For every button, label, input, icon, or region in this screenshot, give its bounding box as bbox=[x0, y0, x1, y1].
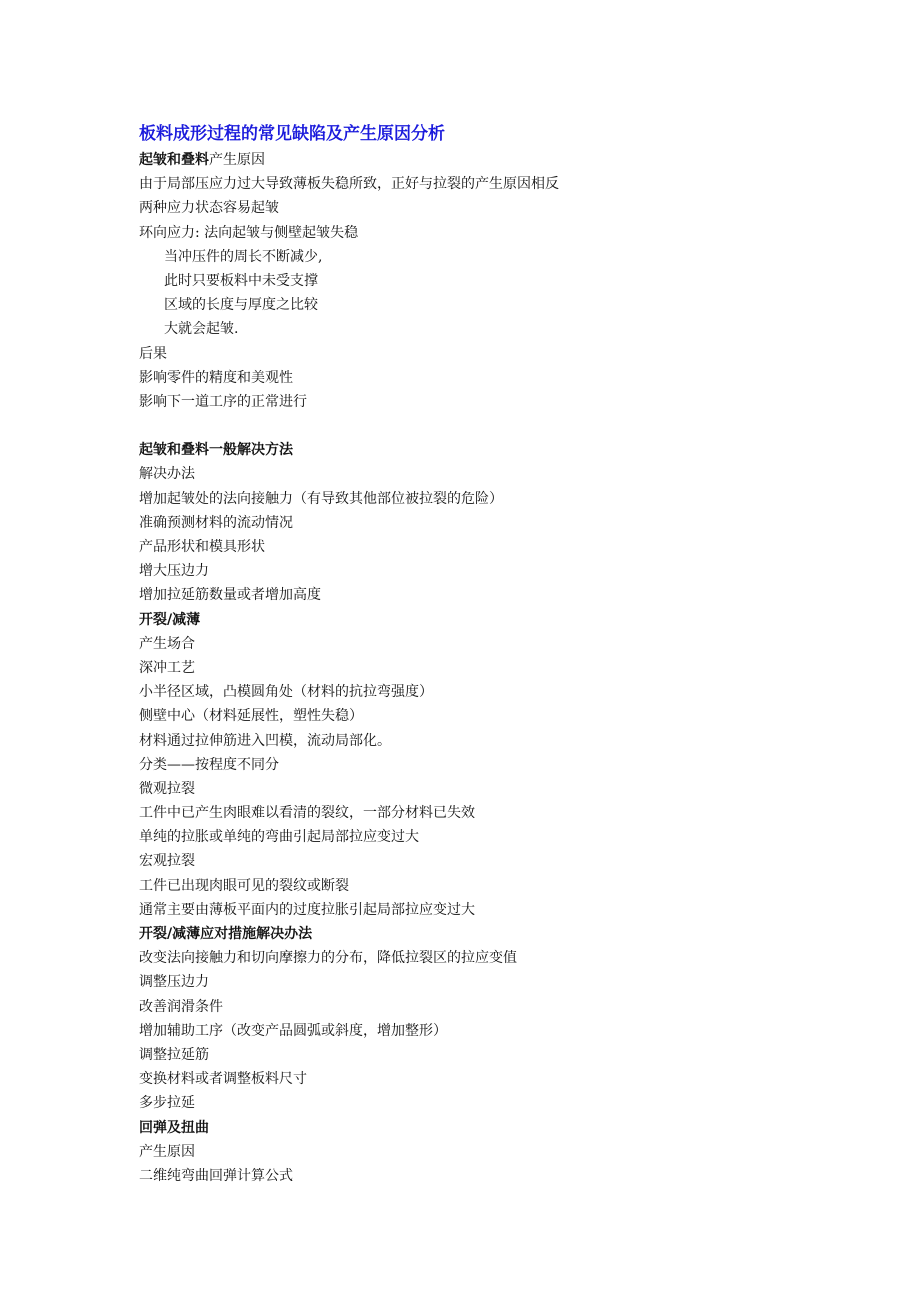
text-line: 通常主要由薄板平面内的过度拉胀引起局部拉应变过大 bbox=[139, 901, 475, 918]
text-line: 影响下一道工序的正常进行 bbox=[139, 393, 307, 410]
crack-heading: 开裂/减薄 bbox=[139, 611, 201, 628]
text-line: 材料通过拉伸筋进入凹模，流动局部化。 bbox=[139, 732, 391, 749]
text-line: 环向应力: 法向起皱与侧壁起皱失稳 bbox=[139, 224, 359, 241]
text-line: 两种应力状态容易起皱 bbox=[139, 200, 279, 217]
text-line: 单纯的拉胀或单纯的弯曲引起局部拉应变过大 bbox=[139, 829, 419, 846]
text-line: 产生原因 bbox=[139, 1143, 195, 1160]
text-line: 调整压边力 bbox=[139, 974, 209, 991]
text-line: 宏观拉裂 bbox=[139, 853, 195, 870]
indented-line: 当冲压件的周长不断减少, bbox=[164, 248, 323, 265]
document-title: 板料成形过程的常见缺陷及产生原因分析 bbox=[139, 124, 445, 144]
text-line: 增加起皱处的法向接触力（有导致其他部位被拉裂的危险） bbox=[139, 490, 503, 507]
text-line: 侧壁中心（材料延展性，塑性失稳） bbox=[139, 708, 363, 725]
document-page bbox=[139, 120, 859, 1188]
text-line: 分类——按程度不同分 bbox=[139, 756, 279, 773]
text-line: 变换材料或者调整板料尺寸 bbox=[139, 1071, 307, 1088]
text-line: 增大压边力 bbox=[139, 563, 209, 580]
crack-solution-heading: 开裂/减薄应对措施解决办法 bbox=[139, 926, 313, 942]
wrinkle-cause-heading bbox=[139, 148, 859, 172]
text-line: 由于局部压应力过大导致薄板失稳所致，正好与拉裂的产生原因相反 bbox=[139, 176, 559, 193]
wrinkle-heading-rest: 产生原因 bbox=[209, 152, 265, 168]
wrinkle-solution-heading: 起皱和叠料一般解决方法 bbox=[139, 442, 293, 459]
text-line: 改善润滑条件 bbox=[139, 998, 223, 1015]
text-line: 多步拉延 bbox=[139, 1095, 195, 1112]
text-line: 深冲工艺 bbox=[139, 659, 195, 676]
text-line: 产品形状和模具形状 bbox=[139, 539, 265, 555]
text-line: 调整拉延筋 bbox=[139, 1046, 209, 1063]
text-line: 产生场合 bbox=[139, 635, 195, 652]
blank-line bbox=[139, 414, 859, 438]
wrinkle-heading-bold: 起皱和叠料 bbox=[139, 152, 209, 168]
text-line: 增加拉延筋数量或者增加高度 bbox=[139, 587, 321, 604]
springback-heading: 回弹及扭曲 bbox=[139, 1119, 209, 1136]
text-line: 小半径区域，凸模圆角处（材料的抗拉弯强度） bbox=[139, 684, 433, 701]
text-line: 解决办法 bbox=[139, 466, 195, 483]
text-line: 增加辅助工序（改变产品圆弧或斜度，增加整形） bbox=[139, 1022, 447, 1039]
indented-line: 大就会起皱. bbox=[164, 321, 239, 338]
text-line: 改变法向接触力和切向摩擦力的分布，降低拉裂区的拉应变值 bbox=[139, 950, 517, 967]
text-line: 准确预测材料的流动情况 bbox=[139, 514, 293, 531]
text-line: 工件已出现肉眼可见的裂纹或断裂 bbox=[139, 877, 349, 894]
text-line: 后果 bbox=[139, 345, 167, 362]
indented-line: 此时只要板料中未受支撑 bbox=[164, 272, 318, 289]
text-line: 二维纯弯曲回弹计算公式 bbox=[139, 1167, 293, 1184]
text-line: 微观拉裂 bbox=[139, 780, 195, 797]
text-line: 影响零件的精度和美观性 bbox=[139, 369, 293, 386]
indented-line: 区域的长度与厚度之比较 bbox=[164, 297, 318, 314]
text-line: 工件中已产生肉眼难以看清的裂纹，一部分材料已失效 bbox=[139, 805, 475, 822]
